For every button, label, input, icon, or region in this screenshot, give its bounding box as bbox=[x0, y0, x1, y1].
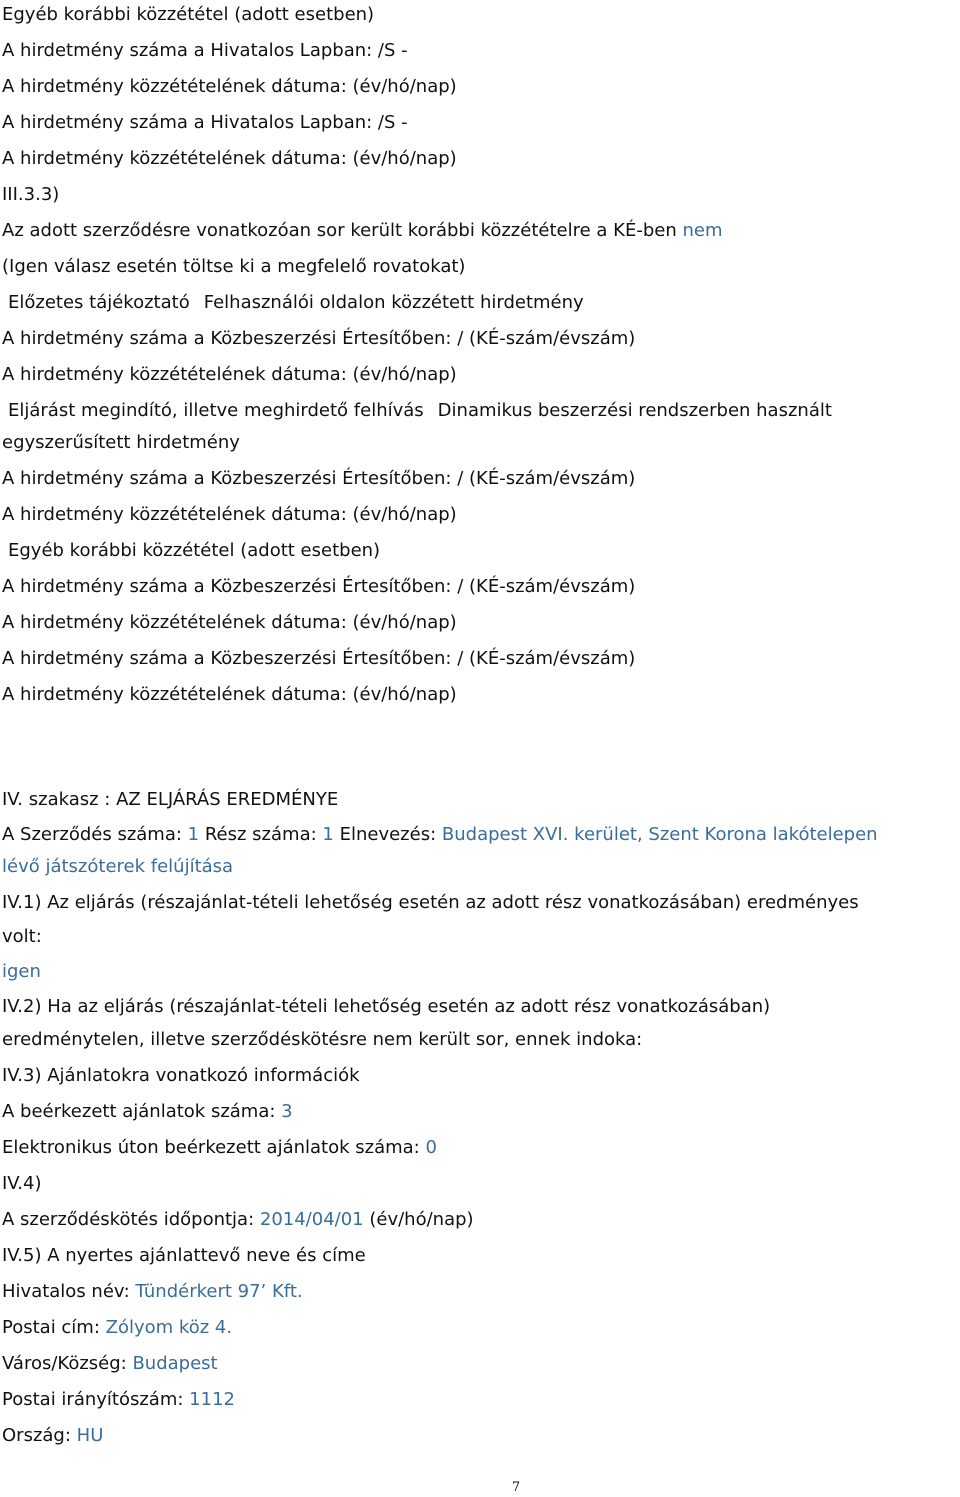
ke-date-line: A hirdetmény közzétételének dátuma: (év/hó/nap) bbox=[2, 684, 457, 705]
contract-date-line bbox=[2, 1209, 474, 1231]
electronic-offers-label: Elektronikus úton beérkezett ajánlatok száma: bbox=[2, 1137, 420, 1158]
official-name-label: Hivatalos név: bbox=[2, 1281, 130, 1302]
question-iv-1: IV.1) Az eljárás (részajánlat-tételi lehetőség esetén az adott rész vonatkozásában) eredményes bbox=[2, 892, 859, 913]
contract-name-value-cont: lévő játszóterek felújítása bbox=[2, 856, 234, 877]
question-iv-2: IV.2) Ha az eljárás (részajánlat-tételi lehetőség esetén az adott rész vonatkozásában) bbox=[2, 996, 771, 1017]
heading-iv-5: IV.5) A nyertes ajánlattevő neve és címe bbox=[2, 1245, 366, 1266]
ke-date-line: A hirdetmény közzétételének dátuma: (év/hó/nap) bbox=[2, 612, 457, 633]
option-prior-information: Előzetes tájékoztató bbox=[8, 292, 190, 313]
postal-code-label: Postai irányítószám: bbox=[2, 1389, 184, 1410]
contract-date-value: 2014/04/01 bbox=[259, 1209, 364, 1230]
answer-iv-1: igen bbox=[2, 961, 41, 982]
ke-number-line: A hirdetmény száma a Közbeszerzési Értesítőben: / (KÉ-szám/évszám) bbox=[2, 648, 636, 669]
option-row-2 bbox=[8, 400, 832, 422]
page-number: 7 bbox=[511, 1480, 521, 1495]
option-row-1 bbox=[8, 292, 584, 314]
contract-number-value: 1 bbox=[187, 824, 200, 845]
prior-oj-number-2: A hirdetmény száma a Hivatalos Lapban: /S - bbox=[2, 112, 408, 133]
part-number-value: 1 bbox=[322, 824, 334, 845]
postal-address-line bbox=[2, 1317, 232, 1339]
ke-date-line: A hirdetmény közzétételének dátuma: (év/hó/nap) bbox=[2, 504, 457, 525]
section-iv-title: IV. szakasz : AZ ELJÁRÁS EREDMÉNYE bbox=[2, 789, 339, 810]
part-number-label: Rész száma: bbox=[204, 824, 317, 845]
option-dps-notice-cont: egyszerűsített hirdetmény bbox=[2, 432, 240, 453]
offers-received-label: A beérkezett ajánlatok száma: bbox=[2, 1101, 276, 1122]
option-other-prior: Egyéb korábbi közzététel (adott esetben) bbox=[8, 540, 381, 561]
ke-number-line: A hirdetmény száma a Közbeszerzési Értesítőben: / (KÉ-szám/évszám) bbox=[2, 328, 636, 349]
city-value: Budapest bbox=[132, 1353, 218, 1374]
prior-oj-date-1: A hirdetmény közzétételének dátuma: (év/hó/nap) bbox=[2, 76, 457, 97]
electronic-offers-value: 0 bbox=[425, 1137, 437, 1158]
prior-other-heading: Egyéb korábbi közzététel (adott esetben) bbox=[2, 4, 375, 25]
official-name-line bbox=[2, 1281, 303, 1303]
offers-received-value: 3 bbox=[281, 1101, 293, 1122]
ke-number-line: A hirdetmény száma a Közbeszerzési Értesítőben: / (KÉ-szám/évszám) bbox=[2, 468, 636, 489]
ke-date-line: A hirdetmény közzétételének dátuma: (év/hó/nap) bbox=[2, 364, 457, 385]
country-label: Ország: bbox=[2, 1425, 71, 1446]
official-name-value: Tündérkert 97’ Kft. bbox=[135, 1281, 303, 1302]
contract-date-format: (év/hó/nap) bbox=[369, 1209, 474, 1230]
question-answer: nem bbox=[682, 220, 723, 241]
country-value: HU bbox=[76, 1425, 104, 1446]
contract-info-line bbox=[2, 824, 878, 846]
city-line bbox=[2, 1353, 218, 1375]
prior-oj-number-1: A hirdetmény száma a Hivatalos Lapban: /S - bbox=[2, 40, 408, 61]
option-buyer-profile-notice: Felhasználói oldalon közzétett hirdetmény bbox=[203, 292, 584, 313]
option-contract-notice: Eljárást megindító, illetve meghirdető felhívás bbox=[8, 400, 424, 421]
heading-iv-3: IV.3) Ajánlatokra vonatkozó információk bbox=[2, 1065, 360, 1086]
contract-name-value: Budapest XVI. kerület, Szent Korona lakótelepen bbox=[441, 824, 878, 845]
contract-number-label: A Szerződés száma: bbox=[2, 824, 182, 845]
question-iv-1-cont: volt: bbox=[2, 926, 42, 947]
country-line bbox=[2, 1425, 103, 1447]
heading-iv-4: IV.4) bbox=[2, 1173, 42, 1194]
ke-number-line: A hirdetmény száma a Közbeszerzési Értesítőben: / (KÉ-szám/évszám) bbox=[2, 576, 636, 597]
postal-address-label: Postai cím: bbox=[2, 1317, 100, 1338]
question-text: Az adott szerződésre vonatkozóan sor került korábbi közzétételre a KÉ-ben bbox=[2, 220, 677, 241]
postal-code-line bbox=[2, 1389, 235, 1411]
prior-oj-date-2: A hirdetmény közzétételének dátuma: (év/hó/nap) bbox=[2, 148, 457, 169]
prior-publication-question bbox=[2, 220, 723, 242]
option-dps-notice: Dinamikus beszerzési rendszerben használt bbox=[437, 400, 832, 421]
contract-name-label: Elnevezés: bbox=[339, 824, 437, 845]
city-label: Város/Község: bbox=[2, 1353, 127, 1374]
question-iv-2-cont: eredménytelen, illetve szerződéskötésre nem került sor, ennek indoka: bbox=[2, 1029, 643, 1050]
instruction-note: (Igen válasz esetén töltse ki a megfelelő rovatokat) bbox=[2, 256, 466, 277]
contract-date-label: A szerződéskötés időpontja: bbox=[2, 1209, 255, 1230]
section-heading-iii-3-3: III.3.3) bbox=[2, 184, 60, 205]
postal-address-value: Zólyom köz 4. bbox=[105, 1317, 233, 1338]
postal-code-value: 1112 bbox=[189, 1389, 235, 1410]
offers-received-line bbox=[2, 1101, 293, 1123]
electronic-offers-line bbox=[2, 1137, 437, 1159]
